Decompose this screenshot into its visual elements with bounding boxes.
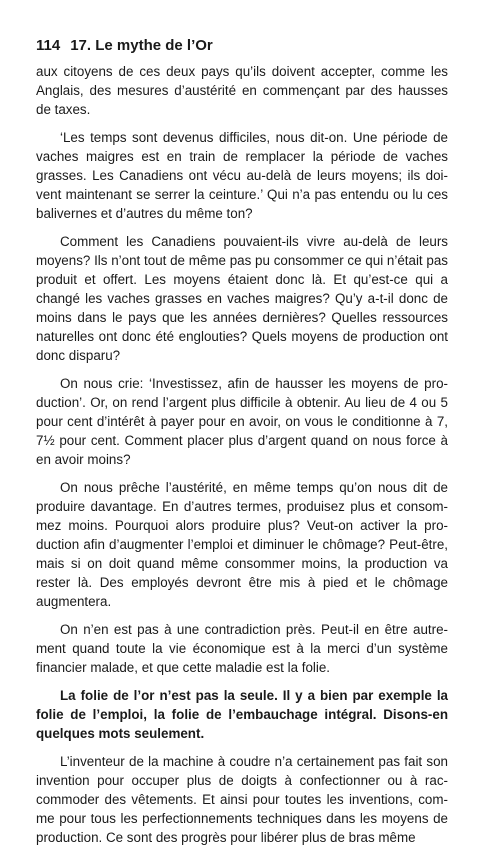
paragraph-1: aux citoyens de ces deux pays qu’ils doivent accepter, comme les Anglais, des mesures d’austérité en commençant par des hausses de taxes. bbox=[36, 64, 448, 117]
paragraph-3: Comment les Canadiens pouvaient-ils vivre au-delà de leurs moyens? Ils n’ont tout de même pas pu consommer ce qui n’était pas produit et offert. Les moyens étaient donc là. Et qu’est-ce qui a changé les vaches grasses en vaches maigres? Qu’y a-t-il donc de moins dans le pays que les années dernières? Quelles ressources naturelles ont donc été englouties? Quels moyens de production ont donc disparu? bbox=[36, 234, 448, 363]
running-header bbox=[36, 36, 448, 56]
paragraph-4: On nous crie: ‘Investissez, afin de hausser les moyens de production’. Or, on rend l’argent plus difficile à obtenir. Au lieu de 4 ou 5 pour cent d’intérêt à payer pour en avoir, on vous le conditionne à 7, 7½ pour cent. Comment placer plus d’argent quand on nous force à en avoir moins? bbox=[36, 376, 448, 467]
body-text bbox=[36, 62, 448, 847]
paragraph-5: On nous prêche l’austérité, en même temps qu’on nous dit de produire davantage. En d’autres termes, produisez plus et consommez moins. Pourquoi alors produire plus? Veut-on activer la production afin d’augmenter l’emploi et diminuer le chômage? Peut-être, mais si on doit quand même consommer moins, la production va rester là. Des employés devront être mis à pied et le chômage augmentera. bbox=[36, 480, 448, 609]
book-page bbox=[36, 36, 448, 856]
paragraph-7-bold: La folie de l’or n’est pas la seule. Il y a bien par exemple la folie de l’emploi, la folie de l’embauchage intégral. Disons-en quelques mots seulement. bbox=[36, 688, 448, 741]
page-number: 114 bbox=[36, 37, 61, 54]
paragraph-6: On n’en est pas à une contradiction près. Peut-il en être autrement quand toute la vie économique est à la merci d’un système financier malade, et que cette maladie est la folie. bbox=[36, 622, 448, 675]
chapter-title: 17. Le mythe de l’Or bbox=[70, 37, 213, 54]
paragraph-8: L’inventeur de la machine à coudre n’a certainement pas fait son invention pour occuper plus de doigts à confectionner ou à raccommoder des vêtements. Et ainsi pour toutes les inventions, comme pour tous les perfectionnements techniques dans les moyens de production. Ce sont des progrès pour libérer plus de bras même bbox=[36, 754, 448, 845]
paragraph-2: ‘Les temps sont devenus difficiles, nous dit-on. Une période de vaches maigres est en train de remplacer la période de vaches grasses. Les Canadiens ont vécu au-delà de leurs moyens; ils doivent maintenant se serrer la ceinture.’ Qui n’a pas entendu ou lu ces balivernes et d’autres du même ton? bbox=[36, 130, 448, 221]
